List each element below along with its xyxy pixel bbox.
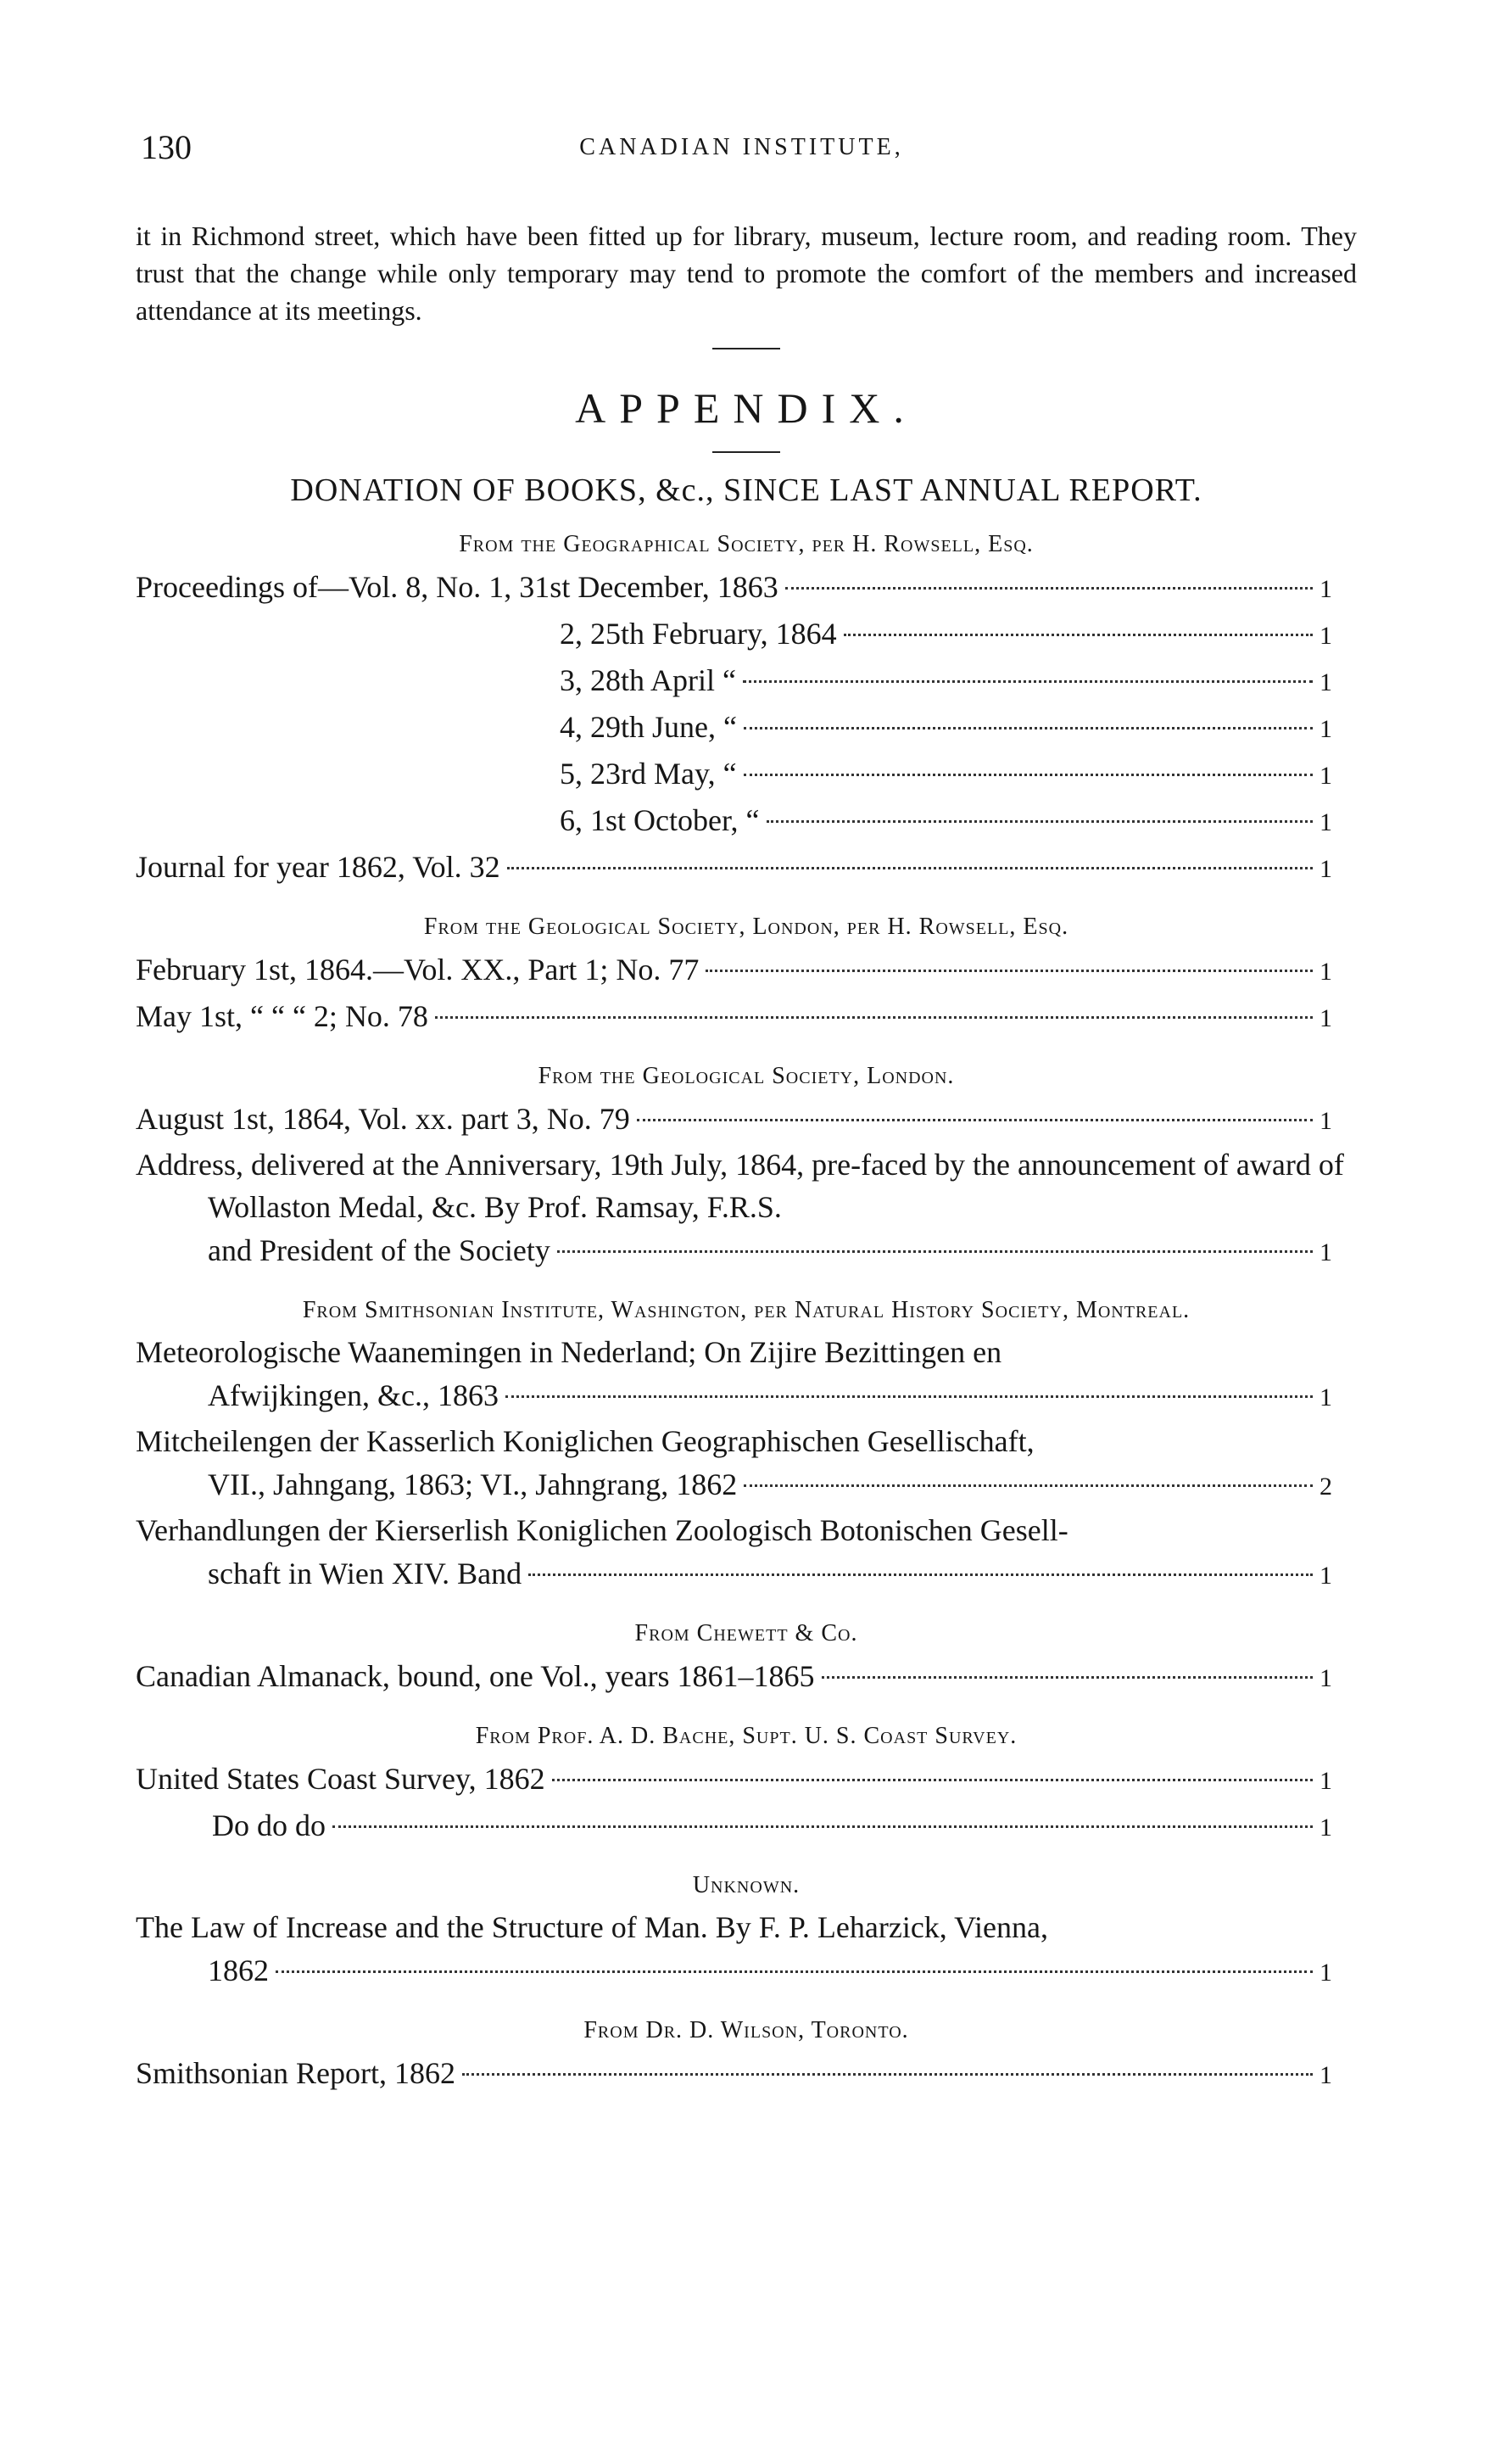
donation-entry (136, 705, 1357, 752)
entry-lead-text: Address, delivered at the Anniversary, 19th July, 1864, pre-faced by the announcement of award of Wollaston Medal, &c. By Prof. Ramsay, F.R.S. (136, 1148, 1344, 1224)
section-heading: Unknown. (692, 1872, 801, 1898)
donation-entry (136, 658, 1357, 705)
entry-text: Afwijkingen, &c., 1863 (208, 1378, 499, 1412)
entry-quantity: 1 (1320, 762, 1332, 790)
entry-text: Smithsonian Report, 1862 (136, 2056, 455, 2090)
donation-entry (136, 1654, 1357, 1701)
donation-entry (136, 612, 1357, 658)
entry-quantity: 1 (1320, 1814, 1332, 1842)
entry-text: 6, 1st October, “ (560, 803, 760, 837)
entry-quantity: 1 (1320, 958, 1332, 986)
leader-dots (332, 1825, 1313, 1828)
leader-dots (462, 2073, 1313, 2076)
entry-text: August 1st, 1864, Vol. xx. part 3, No. 79 (136, 1102, 630, 1136)
donation-heading: DONATION OF BOOKS, &c., SINCE LAST ANNUAL REPORT. (290, 472, 1202, 508)
donation-entry (136, 565, 1357, 612)
divider-rule (712, 451, 780, 453)
entry-quantity: 1 (1320, 1004, 1332, 1032)
leader-dots (528, 1573, 1313, 1576)
leader-dots (435, 1016, 1313, 1019)
donation-entry (136, 1757, 1357, 1803)
page-header (141, 127, 1342, 178)
section-heading: From Smithsonian Institute, Washington, per Natural History Society, Montreal. (302, 1297, 1191, 1323)
entry-text: 5, 23rd May, “ (560, 757, 737, 791)
entry-quantity: 1 (1320, 1107, 1332, 1135)
leader-dots (744, 774, 1313, 776)
leader-dots (844, 634, 1313, 636)
entry-quantity: 1 (1320, 1767, 1332, 1795)
section-heading: From Chewett & Co. (634, 1620, 858, 1646)
donation-entry (136, 947, 1357, 994)
entry-lead-text: Verhandlungen der Kierserlish Koniglichen Zoologisch Botonischen Gesell- (136, 1513, 1068, 1547)
page-number: 130 (141, 128, 192, 166)
intro-paragraph: it in Richmond street, which have been fitted up for library, museum, lecture room, and reading room. They trust that the change while only temporary may tend to promote the comfort of the members and increased attendance at its meetings. (136, 221, 1357, 326)
entry-text: United States Coast Survey, 1862 (136, 1762, 545, 1796)
entry-text: Proceedings of—Vol. 8, No. 1, 31st December, 1863 (136, 570, 778, 604)
entry-text: 2, 25th February, 1864 (560, 617, 837, 651)
donation-entry (136, 1948, 1357, 1995)
entry-text: May 1st, “ “ “ 2; No. 78 (136, 999, 428, 1033)
donation-entry (136, 1462, 1357, 1509)
entry-quantity: 1 (1320, 1664, 1332, 1692)
leader-dots (767, 820, 1314, 823)
donation-entry (136, 1373, 1357, 1420)
entry-quantity: 1 (1320, 668, 1332, 696)
entry-text: 3, 28th April “ (560, 663, 736, 697)
section-heading: From Dr. D. Wilson, Toronto. (583, 2017, 909, 2043)
entry-quantity: 1 (1320, 715, 1332, 743)
donation-entry (136, 1228, 1357, 1275)
page-body (136, 217, 1357, 2098)
leader-dots (276, 1970, 1313, 1973)
appendix-title: APPENDIX. (575, 384, 918, 432)
donation-entry (136, 845, 1357, 892)
donation-entry (136, 994, 1357, 1041)
divider-rule (712, 348, 780, 349)
section-heading: From Prof. A. D. Bache, Supt. U. S. Coast Survey. (475, 1723, 1018, 1749)
entry-text: 4, 29th June, “ (560, 710, 737, 744)
entry-text: Journal for year 1862, Vol. 32 (136, 850, 500, 884)
entry-lead-text: Mitcheilengen der Kasserlich Koniglichen Geographischen Gesellischaft, (136, 1424, 1035, 1458)
entry-quantity: 1 (1320, 1238, 1332, 1266)
entry-quantity: 1 (1320, 808, 1332, 836)
donation-entry (136, 1803, 1357, 1850)
leader-dots (743, 680, 1313, 683)
entry-text: Canadian Almanack, bound, one Vol., years 1861–1865 (136, 1659, 815, 1693)
leader-dots (706, 970, 1313, 972)
entry-text: VII., Jahngang, 1863; VI., Jahngrang, 1862 (208, 1467, 738, 1501)
entry-quantity: 1 (1320, 575, 1332, 603)
donation-entry (136, 1551, 1357, 1598)
leader-dots (744, 1484, 1313, 1487)
entry-quantity: 1 (1320, 2061, 1332, 2089)
donation-sections (136, 531, 1357, 2098)
running-title: CANADIAN INSTITUTE, (579, 134, 904, 160)
leader-dots (507, 867, 1313, 869)
leader-dots (744, 727, 1313, 729)
leader-dots (552, 1779, 1313, 1781)
entry-text: 1862 (208, 1954, 269, 1987)
donation-entry (136, 1097, 1357, 1143)
leader-dots (637, 1119, 1313, 1121)
entry-quantity: 1 (1320, 622, 1332, 650)
entry-text: Do do do (212, 1808, 326, 1842)
leader-dots (505, 1395, 1313, 1398)
entry-lead-text: The Law of Increase and the Structure of Man. By F. P. Leharzick, Vienna, (136, 1910, 1048, 1944)
entry-quantity: 1 (1320, 1383, 1332, 1411)
entry-quantity: 1 (1320, 1562, 1332, 1590)
section-heading: From the Geological Society, London. (538, 1063, 955, 1089)
leader-dots (785, 587, 1313, 590)
leader-dots (822, 1676, 1313, 1679)
section-heading: From the Geological Society, London, per H. Rowsell, Esq. (423, 914, 1069, 940)
entry-quantity: 1 (1320, 855, 1332, 883)
entry-text: February 1st, 1864.—Vol. XX., Part 1; No. 77 (136, 953, 700, 987)
entry-lead-text: Meteorologische Waanemingen in Nederland; On Zijire Bezittingen en (136, 1335, 1002, 1369)
entry-quantity: 1 (1320, 1959, 1332, 1987)
section-heading: From the Geographical Society, per H. Rowsell, Esq. (459, 531, 1034, 557)
entry-quantity: 2 (1320, 1473, 1332, 1501)
entry-text: schaft in Wien XIV. Band (208, 1557, 522, 1590)
donation-entry (136, 2051, 1357, 2098)
entry-text: and President of the Society (208, 1233, 550, 1267)
leader-dots (557, 1250, 1313, 1253)
donation-entry (136, 798, 1357, 845)
donation-entry (136, 752, 1357, 798)
